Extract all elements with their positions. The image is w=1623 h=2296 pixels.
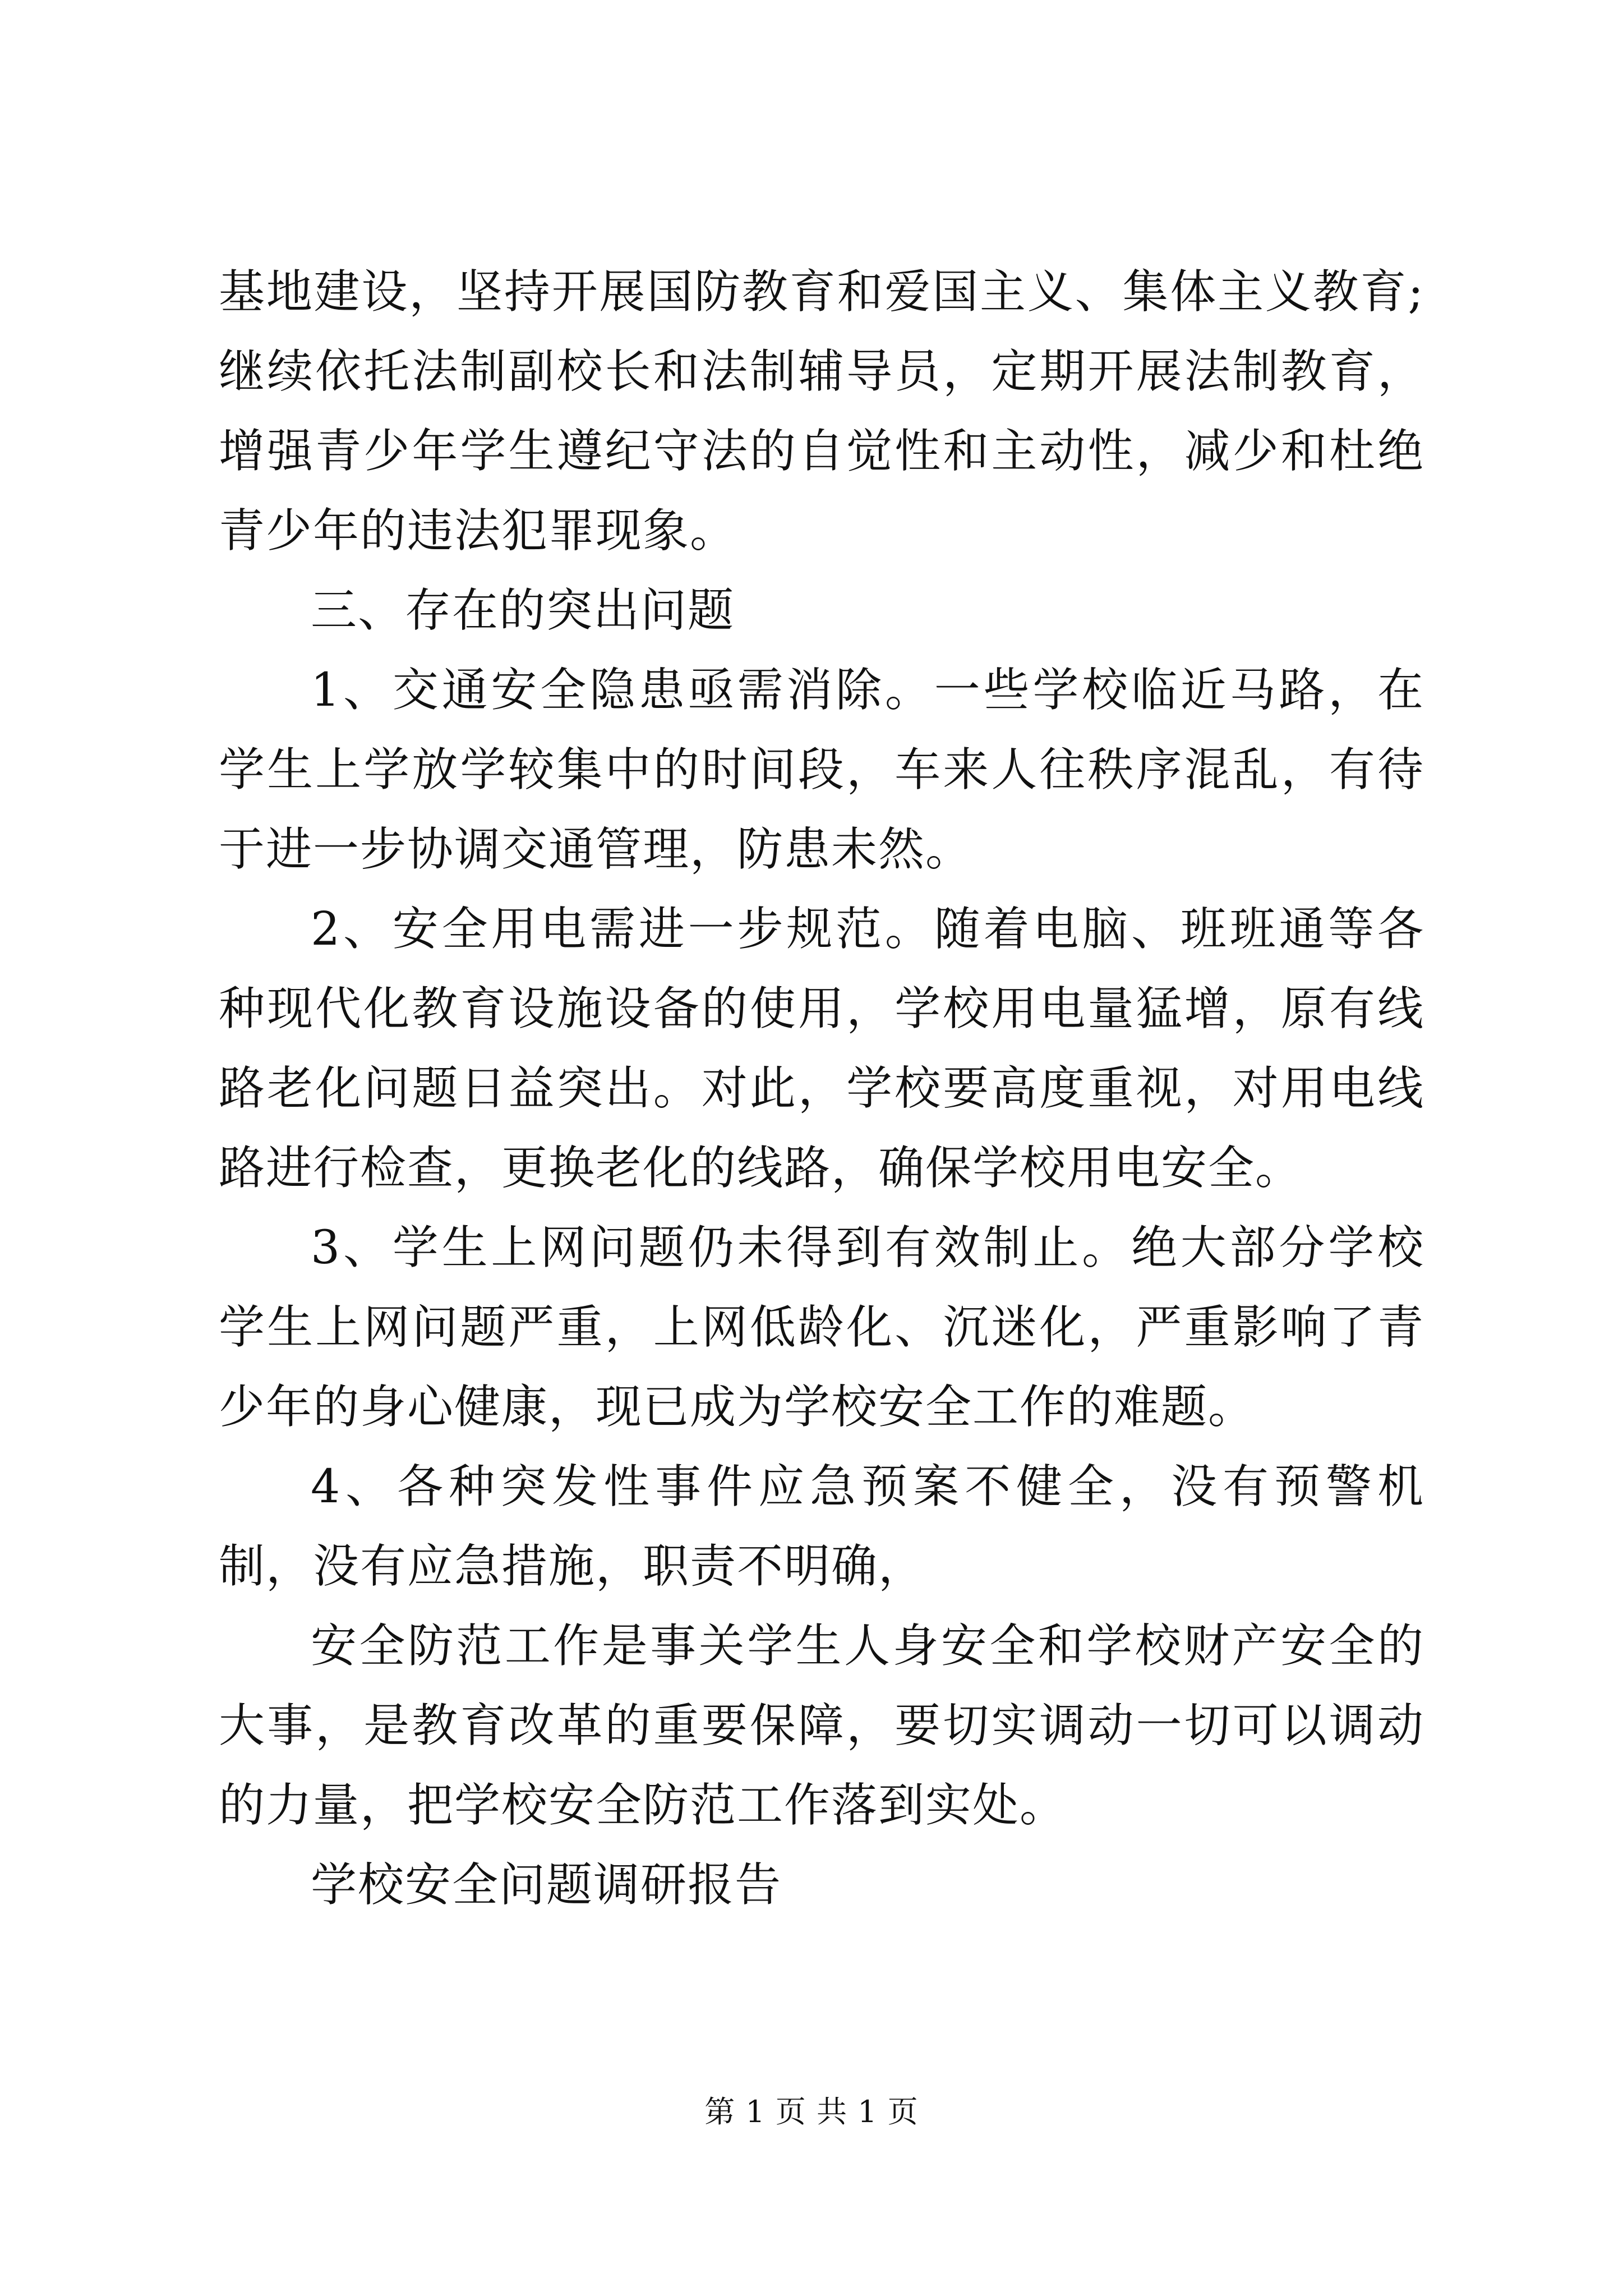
paragraph-internet-use: 3、学生上网问题仍未得到有效制止。绝大部分学校学生上网问题严重，上网低龄化、沉迷化，严重影响了青少年的身心健康，现已成为学校安全工作的难题。 (219, 1221, 1424, 1434)
paragraph-conclusion: 安全防范工作是事关学生人身安全和学校财产安全的大事，是教育改革的重要保障，要切实调动一切可以调动的力量，把学校安全防范工作落到实处。 (219, 1619, 1424, 1832)
section-heading-problems: 三、存在的突出问题 (311, 584, 735, 637)
page-footer: 第 1 页 共 1 页 (704, 2094, 919, 2129)
document-body (219, 252, 1424, 1925)
paragraph-traffic-safety: 1、交通安全隐患亟需消除。一些学校临近马路，在学生上学放学较集中的时间段，车来人往秩序混乱，有待于进一步协调交通管理，防患未然。 (219, 664, 1424, 876)
paragraph-electrical-safety: 2、安全用电需进一步规范。随着电脑、班班通等各种现代化教育设施设备的使用，学校用电量猛增，原有线路老化问题日益突出。对此，学校要高度重视，对用电线路进行检查，更换老化的线路，确保学校用电安全。 (219, 903, 1424, 1195)
document-title-line: 学校安全问题调研报告 (311, 1858, 782, 1912)
paragraph-continuation: 基地建设，坚持开展国防教育和爱国主义、集体主义教育;继续依托法制副校长和法制辅导员，定期开展法制教育，增强青少年学生遵纪守法的自觉性和主动性，减少和杜绝青少年的违法犯罪现象。 (219, 265, 1424, 558)
paragraph-emergency-plans: 4、各种突发性事件应急预案不健全，没有预警机制，没有应急措施，职责不明确， (219, 1460, 1424, 1593)
